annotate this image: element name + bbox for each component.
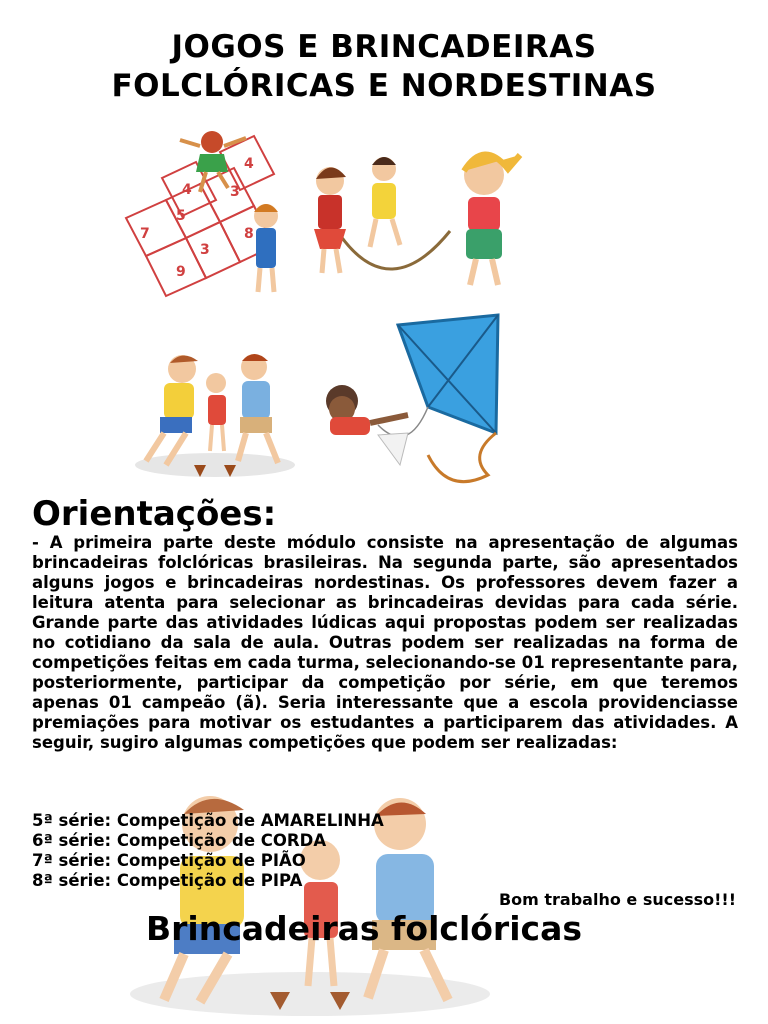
series-list	[32, 811, 384, 891]
footer-title: Brincadeiras folclóricas	[146, 909, 582, 948]
svg-text:5: 5	[176, 208, 186, 224]
svg-text:4: 4	[182, 182, 192, 198]
svg-text:4: 4	[244, 156, 254, 172]
title-line-2: FOLCLÓRICAS E NORDESTINAS	[111, 68, 657, 104]
svg-text:8: 8	[244, 226, 254, 242]
series-item-7: 7ª série: Competição de PIÃO	[32, 851, 306, 870]
document-title	[0, 28, 768, 106]
series-item-8: 8ª série: Competição de PIPA	[32, 871, 303, 890]
orientacoes-paragraph: - A primeira parte deste módulo consiste na apresentação de algumas brincadeiras folclóricas brasileiras. Na segunda parte, são apresentados alguns jogos e brincadeiras nordestinas. Os professores devem fazer a leitura atenta para selecionar as brincadeiras devidas para cada série. Grande parte das atividades lúdicas aqui propostas podem ser realizadas no cotidiano da sala de aula. Outras podem ser realizadas na forma de competições feitas em cada turma, selecionando-se 01 representante para, posteriormente, participar da competição por série, em que teremos apenas 01 campeão (ã). Seria interessante que a escola providenciasse premiações para motivar os estudantes a participarem das atividades. A seguir, sugiro algumas competições que podem ser realizadas:	[32, 533, 738, 752]
jump-rope-illustration	[300, 135, 540, 300]
svg-text:3: 3	[230, 184, 240, 200]
orientacoes-heading: Orientações:	[32, 494, 277, 534]
hopscotch-illustration	[120, 120, 290, 310]
series-item-5: 5ª série: Competição de AMARELINHA	[32, 811, 384, 830]
title-line-1: JOGOS E BRINCADEIRAS	[171, 29, 597, 65]
spinning-top-illustration	[120, 325, 310, 485]
svg-text:9: 9	[176, 264, 186, 280]
kite-illustration	[318, 305, 518, 500]
svg-text:3: 3	[200, 242, 210, 258]
closing-message: Bom trabalho e sucesso!!!	[498, 890, 736, 909]
svg-text:7: 7	[140, 226, 150, 242]
series-item-6: 6ª série: Competição de CORDA	[32, 831, 327, 850]
